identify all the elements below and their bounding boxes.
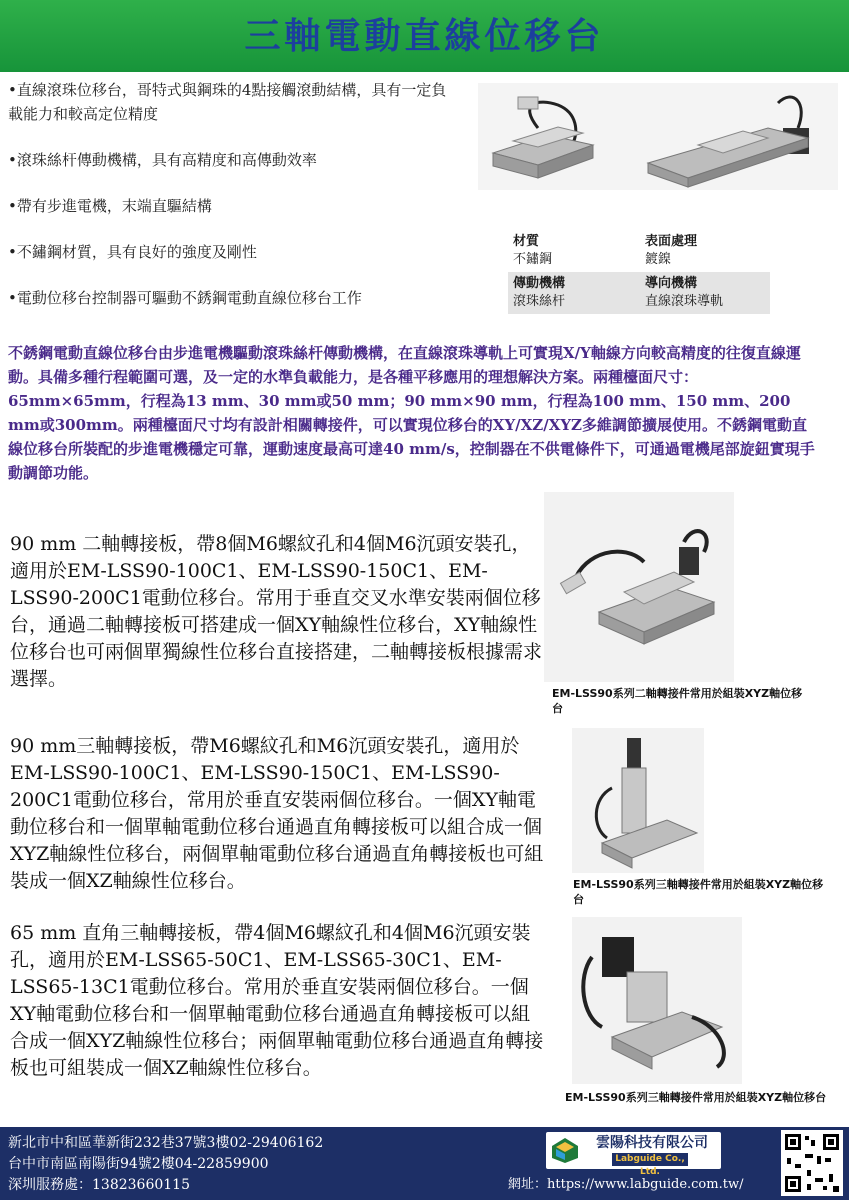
spec-cell-material — [508, 230, 640, 272]
feature-item: •直線滾珠位移台，哥特式與鋼珠的4點接觸滾動結構，具有一定負載能力和較高定位精度 — [8, 81, 447, 123]
spec-label: 傳動機構 — [513, 276, 566, 291]
logo-mark-icon — [550, 1136, 580, 1165]
address-new-taipei: 新北市中和區華新街232巷37號3樓02-29406162 — [8, 1135, 324, 1151]
qr-code-icon[interactable] — [781, 1130, 843, 1196]
spec-label: 材質 — [513, 234, 540, 249]
feature-item: •帶有步進電機，末端直驅結構 — [8, 197, 212, 215]
spec-cell-surface — [640, 230, 770, 272]
footer — [0, 1127, 849, 1200]
company-name: 雲陽科技有限公司 — [596, 1135, 708, 1151]
product-photo-stages — [478, 83, 838, 190]
company-name-en: Labguide Co., Ltd. — [612, 1153, 688, 1166]
feature-item: •不鏽鋼材質，具有良好的強度及剛性 — [8, 243, 257, 261]
website-link[interactable]: 網址：https://www.labguide.com.tw/ — [508, 1177, 744, 1192]
right-angle-adapter-photo — [572, 917, 742, 1084]
footer-address — [8, 1133, 323, 1196]
spec-value: 不鏽鋼 — [513, 252, 553, 267]
spec-value: 滾珠絲杆 — [513, 294, 566, 309]
spec-cell-drive — [508, 272, 640, 314]
section-right-angle-adapter: 65 mm 直角三軸轉接板，帶4個M6螺紋孔和4個M6沉頭安裝孔，適用於EM-LSS65-50C1、EM-LSS65-30C1、EM-LSS65-13C1電動位移台。常用於垂直安裝兩個位移台。一個XY軸電動位移台和一個單軸電動位移台通過直角轉接板可以組合成一個XYZ軸線性位移台；兩個單軸電動位移台通過直角轉接板也可組裝成一個XZ軸線性位移台。 — [10, 922, 544, 1079]
two-axis-adapter-photo — [544, 492, 734, 682]
spec-label: 表面處理 — [645, 234, 698, 249]
figure-caption: EM-LSS90系列三軸轉接件常用於組裝XYZ軸位移台 — [565, 1091, 827, 1104]
company-logo — [546, 1132, 721, 1177]
feature-item: •滾珠絲杆傳動機構，具有高精度和高傳動效率 — [8, 151, 317, 169]
spec-cell-guide — [640, 272, 770, 314]
figure-caption: EM-LSS90系列三軸轉接件常用於組裝XYZ軸位移台 — [573, 878, 824, 906]
three-axis-adapter-photo — [572, 728, 704, 873]
section-three-axis-adapter: 90 mm三軸轉接板，帶M6螺紋孔和M6沉頭安裝孔，適用於EM-LSS90-100C1、EM-LSS90-150C1、EM-LSS90-200C1電動位移台，常用於垂直安裝兩個位移台。一個XY軸電動位移台和一個單軸電動位移台通過直角轉接板可以組合成一個XYZ軸線性位移台，兩個單軸電動位移台通過直角轉接板也可組裝成一個XZ軸線性位移台。 — [10, 735, 544, 892]
address-taichung: 台中市南區南陽街94號2樓04-22859900 — [8, 1156, 269, 1172]
spec-label: 導向機構 — [645, 276, 698, 291]
intro-paragraph: 不銹鋼電動直線位移台由步進電機驅動滾珠絲杆傳動機構，在直線滾珠導軌上可實現X/Y軸線方向較高精度的往復直線運動。具備多種行程範圍可選，及一定的水準負載能力，是各種平移應用的理想解決方案。兩種檯面尺寸：65mm×65mm，行程為13 mm、30 mm或50 mm；90 mm×90 mm，行程為100 mm、150 mm、200 mm或300mm。兩種檯面尺寸均有設計相關轉接件，可以實現位移台的XY/XZ/XYZ多維調節擴展使用。不銹鋼電動直線位移台所裝配的步進電機穩定可靠，運動速度最高可達40 mm/s，控制器在不供電條件下，可通過電機尾部旋鈕實現手動調節功能。 — [8, 344, 815, 482]
section-two-axis-adapter: 90 mm 二軸轉接板，帶8個M6螺紋孔和4個M6沉頭安裝孔，適用於EM-LSS90-100C1、EM-LSS90-150C1、EM-LSS90-200C1電動位移台。常用于垂直交叉水準安裝兩個位移台，通過二軸轉接板可搭建成一個XY軸線性位移台，XY軸線性位移台也可兩個單獨線性位移台直接搭建，二軸轉接板根據需求選擇。 — [10, 533, 543, 690]
title-bar — [0, 0, 849, 72]
spec-value: 鍍鎳 — [645, 252, 672, 267]
figure-caption: EM-LSS90系列二軸轉接件常用於組裝XYZ軸位移台 — [552, 687, 803, 715]
page-title: 三軸電動直線位移台 — [244, 15, 605, 57]
spec-table — [508, 230, 770, 314]
feature-item: •電動位移台控制器可驅動不銹鋼電動直線位移台工作 — [8, 289, 362, 307]
spec-value: 直線滾珠導軌 — [645, 294, 724, 309]
address-shenzhen: 深圳服務處：13823660115 — [8, 1177, 190, 1193]
